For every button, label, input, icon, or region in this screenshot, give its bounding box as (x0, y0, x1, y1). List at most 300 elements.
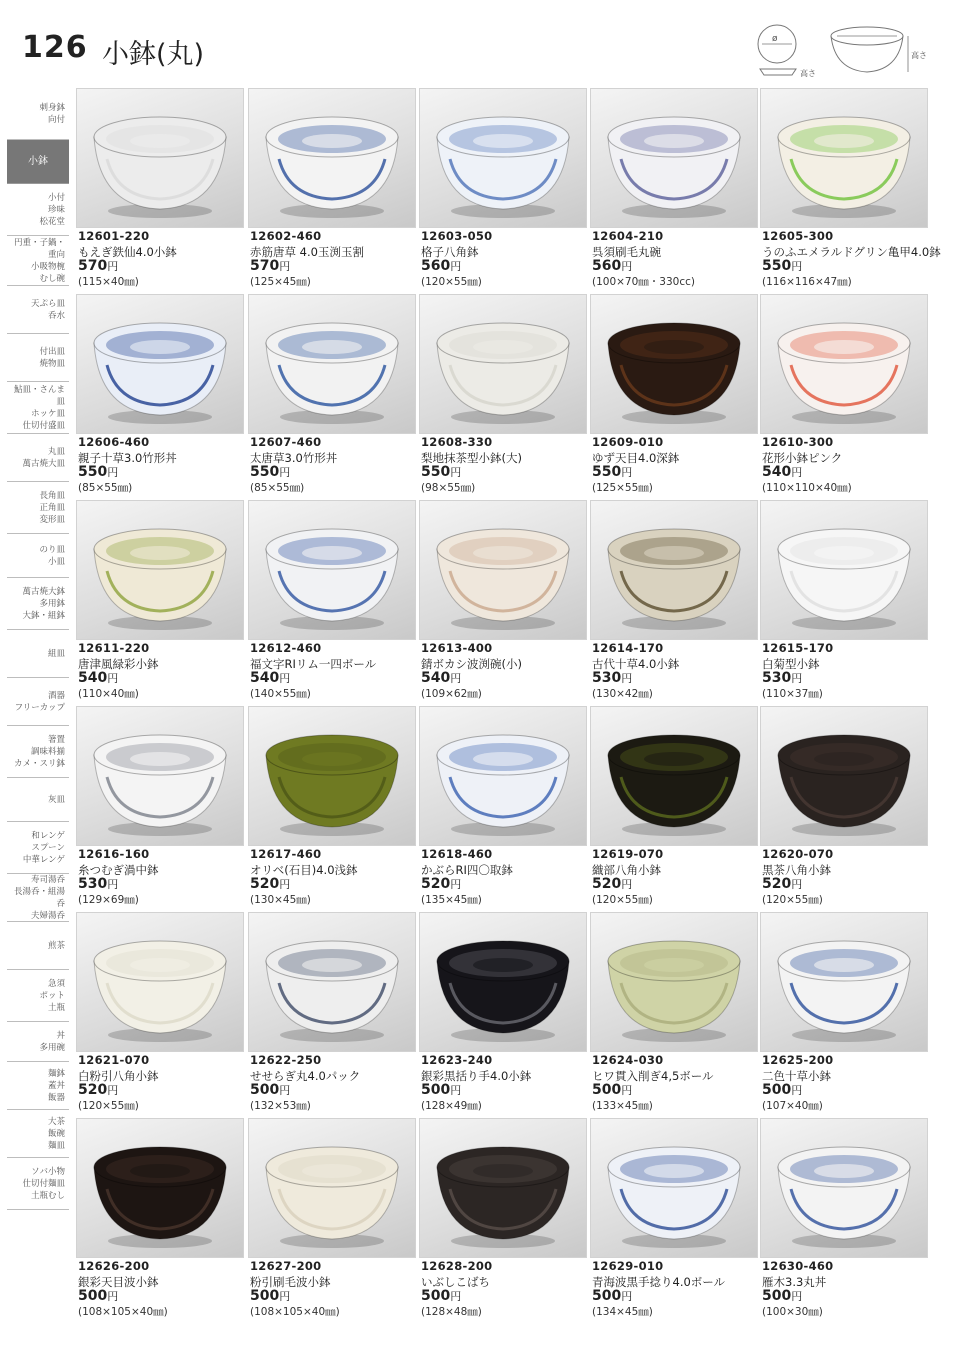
price-value: 500 (421, 1288, 451, 1304)
price-value: 540 (250, 670, 280, 686)
price-value: 540 (78, 670, 108, 686)
product-photo (248, 912, 416, 1052)
product-price (592, 464, 632, 480)
product-photo (760, 912, 928, 1052)
product-code: 12609-010 (592, 435, 664, 449)
product-photo (590, 294, 758, 434)
product-name: 粉引刷毛波小鉢 (250, 1275, 331, 1289)
product-name: 白菊型小鉢 (762, 657, 820, 671)
bowl-image (249, 89, 415, 227)
price-value: 540 (762, 464, 792, 480)
product-price (762, 258, 802, 274)
bowl-image (591, 707, 757, 845)
product-size: (100×70㎜・330cc) (592, 276, 695, 288)
product-card[interactable] (760, 500, 928, 704)
product-name: ヒワ貫入削ぎ4,5ボール (592, 1069, 714, 1083)
product-card[interactable] (590, 294, 758, 498)
sidebar-category-label: 呑水 (47, 310, 65, 321)
price-unit: 円 (621, 466, 633, 479)
product-code: 12608-330 (421, 435, 493, 449)
bowl-image (77, 707, 243, 845)
product-photo (76, 500, 244, 640)
product-photo (590, 912, 758, 1052)
product-card[interactable] (419, 912, 587, 1116)
price-unit: 円 (107, 672, 119, 685)
price-unit: 円 (791, 260, 803, 273)
price-value: 530 (592, 670, 622, 686)
product-price (78, 464, 118, 480)
product-card[interactable] (590, 1118, 758, 1322)
product-size: (115×40㎜) (78, 276, 139, 288)
sidebar-category-label: 変形皿 (39, 514, 65, 525)
sidebar-category-10[interactable] (7, 578, 69, 630)
product-photo (419, 706, 587, 846)
product-code: 12620-070 (762, 847, 834, 861)
sidebar-category-label: 丼 (56, 1030, 65, 1041)
price-unit: 円 (621, 260, 633, 273)
bowl-image (761, 89, 927, 227)
sidebar-category-label: 寿司湯呑 (30, 874, 65, 885)
product-price (762, 876, 802, 892)
product-name: 太唐草3.0竹形丼 (250, 451, 338, 465)
price-unit: 円 (279, 466, 291, 479)
product-card[interactable] (248, 1118, 416, 1322)
price-value: 570 (250, 258, 280, 274)
sidebar-category-label: むし碗 (39, 273, 65, 284)
sidebar-category-label: ソバ小物 (31, 1166, 65, 1177)
price-unit: 円 (279, 878, 291, 891)
product-photo (76, 88, 244, 228)
price-unit: 円 (791, 878, 803, 891)
sidebar-category-5[interactable] (7, 334, 69, 382)
product-price (250, 1288, 290, 1304)
product-card[interactable] (419, 294, 587, 498)
price-value: 520 (78, 1082, 108, 1098)
product-name: 黒茶八角小鉢 (762, 863, 831, 877)
bowl-image (249, 1119, 415, 1257)
sidebar-category-label: 中華レンゲ (22, 854, 65, 865)
product-code: 12622-250 (250, 1053, 322, 1067)
price-unit: 円 (621, 672, 633, 685)
price-unit: 円 (450, 260, 462, 273)
product-card[interactable] (248, 294, 416, 498)
dimension-diagram (752, 22, 942, 84)
product-name: 呉須刷毛丸碗 (592, 245, 661, 259)
product-card[interactable] (590, 88, 758, 292)
product-card[interactable] (760, 294, 928, 498)
bowl-image (77, 89, 243, 227)
product-name: 古代十草4.0小鉢 (592, 657, 680, 671)
sidebar-category-label: 萬古焼大皿 (22, 458, 65, 469)
product-code: 12604-210 (592, 229, 664, 243)
product-code: 12614-170 (592, 641, 664, 655)
product-photo (248, 294, 416, 434)
bowl-image (77, 295, 243, 433)
product-card[interactable] (248, 88, 416, 292)
sidebar-category-label: 松花堂 (39, 216, 65, 227)
product-code: 12628-200 (421, 1259, 493, 1273)
price-unit: 円 (107, 466, 119, 479)
product-price (421, 876, 461, 892)
bowl-image (420, 501, 586, 639)
product-card[interactable] (590, 500, 758, 704)
product-price (78, 258, 118, 274)
product-card[interactable] (248, 500, 416, 704)
product-size: (100×30㎜) (762, 1306, 823, 1318)
product-price (250, 464, 290, 480)
product-name: 赤筋唐草 4.0玉渕玉割 (250, 245, 364, 259)
price-value: 550 (762, 258, 792, 274)
product-card[interactable] (760, 88, 941, 292)
sidebar-category-22[interactable] (7, 1158, 69, 1210)
sidebar-category-label: 麺皿 (47, 1140, 65, 1151)
bowl-image (591, 1119, 757, 1257)
product-price (592, 876, 632, 892)
sidebar-category-label: 長角皿 (39, 490, 65, 501)
sidebar-category-label: 飯器 (47, 1092, 65, 1103)
sidebar-category-label: 刺身鉢 (39, 102, 65, 113)
bowl-image (761, 913, 927, 1051)
product-size: (140×55㎜) (250, 688, 311, 700)
sidebar-category-1[interactable] (7, 140, 69, 184)
product-photo (248, 1118, 416, 1258)
product-price (762, 1288, 802, 1304)
product-price (250, 258, 290, 274)
product-size: (98×55㎜) (421, 482, 476, 494)
product-code: 12626-200 (78, 1259, 150, 1273)
product-name: 錆ボカシ波渕碗(小) (421, 657, 522, 671)
product-price (250, 876, 290, 892)
product-size: (85×55㎜) (250, 482, 305, 494)
product-price (592, 1288, 632, 1304)
product-card[interactable] (76, 1118, 244, 1322)
product-code: 12610-300 (762, 435, 834, 449)
product-code: 12612-460 (250, 641, 322, 655)
product-size: (128×48㎜) (421, 1306, 482, 1318)
product-photo (76, 1118, 244, 1258)
product-size: (108×105×40㎜) (250, 1306, 340, 1318)
product-photo (419, 912, 587, 1052)
sidebar-category-label: 飯碗 (47, 1128, 65, 1139)
bowl-image (77, 1119, 243, 1257)
product-size: (109×62㎜) (421, 688, 482, 700)
sidebar-category-label: 仕切付盛皿 (22, 420, 65, 431)
product-card[interactable] (760, 706, 928, 910)
bowl-image (249, 707, 415, 845)
price-value: 520 (592, 876, 622, 892)
product-name: ゆず天目4.0深鉢 (592, 451, 680, 465)
sidebar-category-label: 和レンゲ (31, 830, 65, 841)
price-unit: 円 (450, 1290, 462, 1303)
sidebar-category-9[interactable] (7, 534, 69, 578)
sidebar-category-14[interactable] (7, 778, 69, 822)
bowl-image (77, 913, 243, 1051)
product-photo (76, 706, 244, 846)
price-value: 550 (421, 464, 451, 480)
price-value: 560 (421, 258, 451, 274)
sidebar-category-label: 大茶 (47, 1116, 65, 1127)
sidebar-category-4[interactable] (7, 286, 69, 334)
sidebar-category-label: スプーン (31, 842, 65, 853)
product-name: うのふエメラルドグリン亀甲4.0鉢 (762, 245, 941, 259)
sidebar-category-label: 煎茶 (47, 940, 65, 951)
product-size: (135×45㎜) (421, 894, 482, 906)
sidebar-category-label: カメ・スリ鉢 (13, 758, 65, 769)
bowl-image (761, 295, 927, 433)
price-unit: 円 (279, 1290, 291, 1303)
sidebar-category-label: 多用碗 (39, 1042, 65, 1053)
sidebar-category-2[interactable] (7, 184, 69, 236)
product-size: (134×45㎜) (592, 1306, 653, 1318)
bowl-image (761, 501, 927, 639)
product-name: 格子八角鉢 (421, 245, 479, 259)
product-code: 12605-300 (762, 229, 834, 243)
product-photo (760, 500, 928, 640)
product-card[interactable] (76, 500, 244, 704)
sidebar-category-label: 萬古焼大鉢 (22, 586, 65, 597)
product-name: 福文字RIリム一四ボール (250, 657, 377, 671)
sidebar-category-6[interactable] (7, 382, 69, 434)
bowl-image (249, 295, 415, 433)
price-value: 550 (78, 464, 108, 480)
product-code: 12630-460 (762, 1259, 834, 1273)
product-code: 12618-460 (421, 847, 493, 861)
sidebar-category-13[interactable] (7, 726, 69, 778)
product-name: いぶしこばち (421, 1275, 490, 1289)
sidebar-category-label: 長湯呑・組湯呑 (13, 886, 65, 909)
product-name: 雁木3.3丸丼 (762, 1275, 827, 1289)
height-label-left: 高さ (800, 69, 816, 78)
price-value: 500 (78, 1288, 108, 1304)
price-unit: 円 (279, 1084, 291, 1097)
sidebar-category-8[interactable] (7, 482, 69, 534)
sidebar-category-11[interactable] (7, 630, 69, 678)
product-name: もえぎ鉄仙4.0小鉢 (78, 245, 177, 259)
product-photo (248, 88, 416, 228)
sidebar-category-20[interactable] (7, 1062, 69, 1110)
product-photo (419, 294, 587, 434)
product-price (762, 1082, 802, 1098)
product-size: (120×55㎜) (78, 1100, 139, 1112)
bowl-image (420, 1119, 586, 1257)
product-code: 12601-220 (78, 229, 150, 243)
price-value: 500 (421, 1082, 451, 1098)
product-size: (107×40㎜) (762, 1100, 823, 1112)
bowl-image (591, 913, 757, 1051)
product-photo (590, 88, 758, 228)
product-name: かぶらRI四〇取鉢 (421, 863, 513, 877)
product-name: 白粉引八角小鉢 (78, 1069, 159, 1083)
sidebar-category-label: 調味料揃 (30, 746, 65, 757)
product-price (250, 1082, 290, 1098)
product-card[interactable] (76, 294, 244, 498)
sidebar-category-label: ホッケ皿 (30, 408, 65, 419)
product-name: 唐津風緑彩小鉢 (78, 657, 159, 671)
sidebar-category-label: 小付 (47, 192, 65, 203)
product-photo (760, 706, 928, 846)
price-unit: 円 (791, 672, 803, 685)
sidebar-category-label: 大鉢・組鉢 (22, 610, 65, 621)
bowl-image (420, 295, 586, 433)
sidebar-category-label: 土瓶むし (30, 1190, 65, 1201)
sidebar-category-3[interactable] (7, 236, 69, 286)
height-label-right: 高さ (911, 51, 927, 60)
bowl-image (591, 501, 757, 639)
product-price (592, 670, 632, 686)
sidebar-category-label: ポット (39, 990, 65, 1001)
sidebar-category-7[interactable] (7, 434, 69, 482)
product-card[interactable] (590, 912, 758, 1116)
sidebar-category-17[interactable] (7, 922, 69, 970)
product-price (421, 258, 461, 274)
product-name: 二色十草小鉢 (762, 1069, 831, 1083)
product-card[interactable] (419, 500, 587, 704)
product-price (421, 670, 461, 686)
product-card[interactable] (248, 706, 416, 910)
product-code: 12617-460 (250, 847, 322, 861)
sidebar-category-label: 珍味 (47, 204, 65, 215)
product-name: 青海波黒手捻り4.0ボール (592, 1275, 726, 1289)
product-photo (760, 1118, 928, 1258)
sidebar-category-label: 丸皿 (47, 446, 65, 457)
price-unit: 円 (279, 260, 291, 273)
sidebar-category-label: 小鉢 (28, 155, 48, 167)
product-card[interactable] (760, 912, 928, 1116)
product-price (421, 464, 461, 480)
product-photo (760, 88, 928, 228)
product-code: 12602-460 (250, 229, 322, 243)
product-size: (130×45㎜) (250, 894, 311, 906)
product-size: (110×37㎜) (762, 688, 823, 700)
sidebar-category-label: 鮎皿・さんま皿 (13, 384, 65, 407)
product-size: (108×105×40㎜) (78, 1306, 168, 1318)
price-value: 520 (250, 876, 280, 892)
sidebar-category-0[interactable] (7, 88, 69, 140)
product-code: 12616-160 (78, 847, 150, 861)
product-price (78, 1288, 118, 1304)
sidebar-category-label: 焼物皿 (39, 358, 65, 369)
product-price (762, 464, 802, 480)
price-value: 540 (421, 670, 451, 686)
product-photo (760, 294, 928, 434)
product-name: せせらぎ丸4.0パック (250, 1069, 361, 1083)
sidebar-category-label: のり皿 (39, 544, 65, 555)
sidebar-category-21[interactable] (7, 1110, 69, 1158)
product-card[interactable] (419, 88, 587, 292)
bowl-image (761, 1119, 927, 1257)
product-size: (85×55㎜) (78, 482, 133, 494)
price-unit: 円 (450, 1084, 462, 1097)
sidebar-category-label: 多用鉢 (39, 598, 65, 609)
price-unit: 円 (279, 672, 291, 685)
product-card[interactable] (760, 1118, 928, 1322)
price-unit: 円 (450, 672, 462, 685)
product-card[interactable] (76, 912, 244, 1116)
bowl-image (420, 89, 586, 227)
product-card[interactable] (419, 1118, 587, 1322)
product-name: 織部八角小鉢 (592, 863, 661, 877)
product-price (421, 1288, 461, 1304)
price-unit: 円 (621, 1084, 633, 1097)
sidebar-category-15[interactable] (7, 822, 69, 874)
product-photo (248, 706, 416, 846)
price-unit: 円 (791, 1290, 803, 1303)
price-value: 560 (592, 258, 622, 274)
sidebar-category-label: 酒器 (47, 690, 65, 701)
product-photo (76, 912, 244, 1052)
price-unit: 円 (621, 1290, 633, 1303)
sidebar-category-label: 天ぷら皿 (30, 298, 65, 309)
price-unit: 円 (791, 1084, 803, 1097)
product-code: 12611-220 (78, 641, 150, 655)
page-title: 小鉢(丸) (102, 39, 205, 70)
price-unit: 円 (621, 878, 633, 891)
sidebar-category-label: 急須 (47, 978, 65, 989)
product-card[interactable] (76, 88, 244, 292)
price-value: 530 (78, 876, 108, 892)
product-photo (419, 500, 587, 640)
product-size: (110×110×40㎜) (762, 482, 852, 494)
sidebar-category-label: 夫婦湯呑 (30, 910, 65, 921)
product-photo (590, 706, 758, 846)
product-photo (419, 1118, 587, 1258)
product-photo (590, 1118, 758, 1258)
sidebar-category-label: 小吸物椀 (30, 261, 65, 272)
product-price (592, 258, 632, 274)
sidebar-category-label: 箸置 (47, 734, 65, 745)
product-code: 12606-460 (78, 435, 150, 449)
product-price (78, 670, 118, 686)
price-unit: 円 (107, 260, 119, 273)
bowl-image (591, 295, 757, 433)
product-code: 12621-070 (78, 1053, 150, 1067)
product-price (592, 1082, 632, 1098)
product-card[interactable] (76, 706, 244, 910)
product-code: 12619-070 (592, 847, 664, 861)
sidebar-category-label: 仕切付麺皿 (22, 1178, 65, 1189)
product-size: (128×49㎜) (421, 1100, 482, 1112)
bowl-image (249, 913, 415, 1051)
diameter-symbol: ø (772, 34, 778, 44)
product-code: 12603-050 (421, 229, 493, 243)
product-code: 12627-200 (250, 1259, 322, 1273)
product-code: 12613-400 (421, 641, 493, 655)
product-size: (110×40㎜) (78, 688, 139, 700)
product-price (78, 1082, 118, 1098)
sidebar-category-19[interactable] (7, 1022, 69, 1062)
product-code: 12629-010 (592, 1259, 664, 1273)
product-code: 12615-170 (762, 641, 834, 655)
price-unit: 円 (450, 878, 462, 891)
product-price (78, 876, 118, 892)
product-card[interactable] (248, 912, 416, 1116)
price-value: 500 (592, 1288, 622, 1304)
product-name: 糸つむぎ渦中鉢 (78, 863, 159, 877)
product-size: (132×53㎜) (250, 1100, 311, 1112)
sidebar-category-12[interactable] (7, 678, 69, 726)
product-card[interactable] (590, 706, 758, 910)
bowl-image (761, 707, 927, 845)
sidebar-category-16[interactable] (7, 874, 69, 922)
price-value: 520 (762, 876, 792, 892)
product-size: (130×42㎜) (592, 688, 653, 700)
sidebar-category-label: フリーカップ (14, 702, 65, 713)
product-card[interactable] (419, 706, 587, 910)
product-size: (125×55㎜) (592, 482, 653, 494)
sidebar-category-18[interactable] (7, 970, 69, 1022)
product-code: 12607-460 (250, 435, 322, 449)
price-value: 550 (250, 464, 280, 480)
